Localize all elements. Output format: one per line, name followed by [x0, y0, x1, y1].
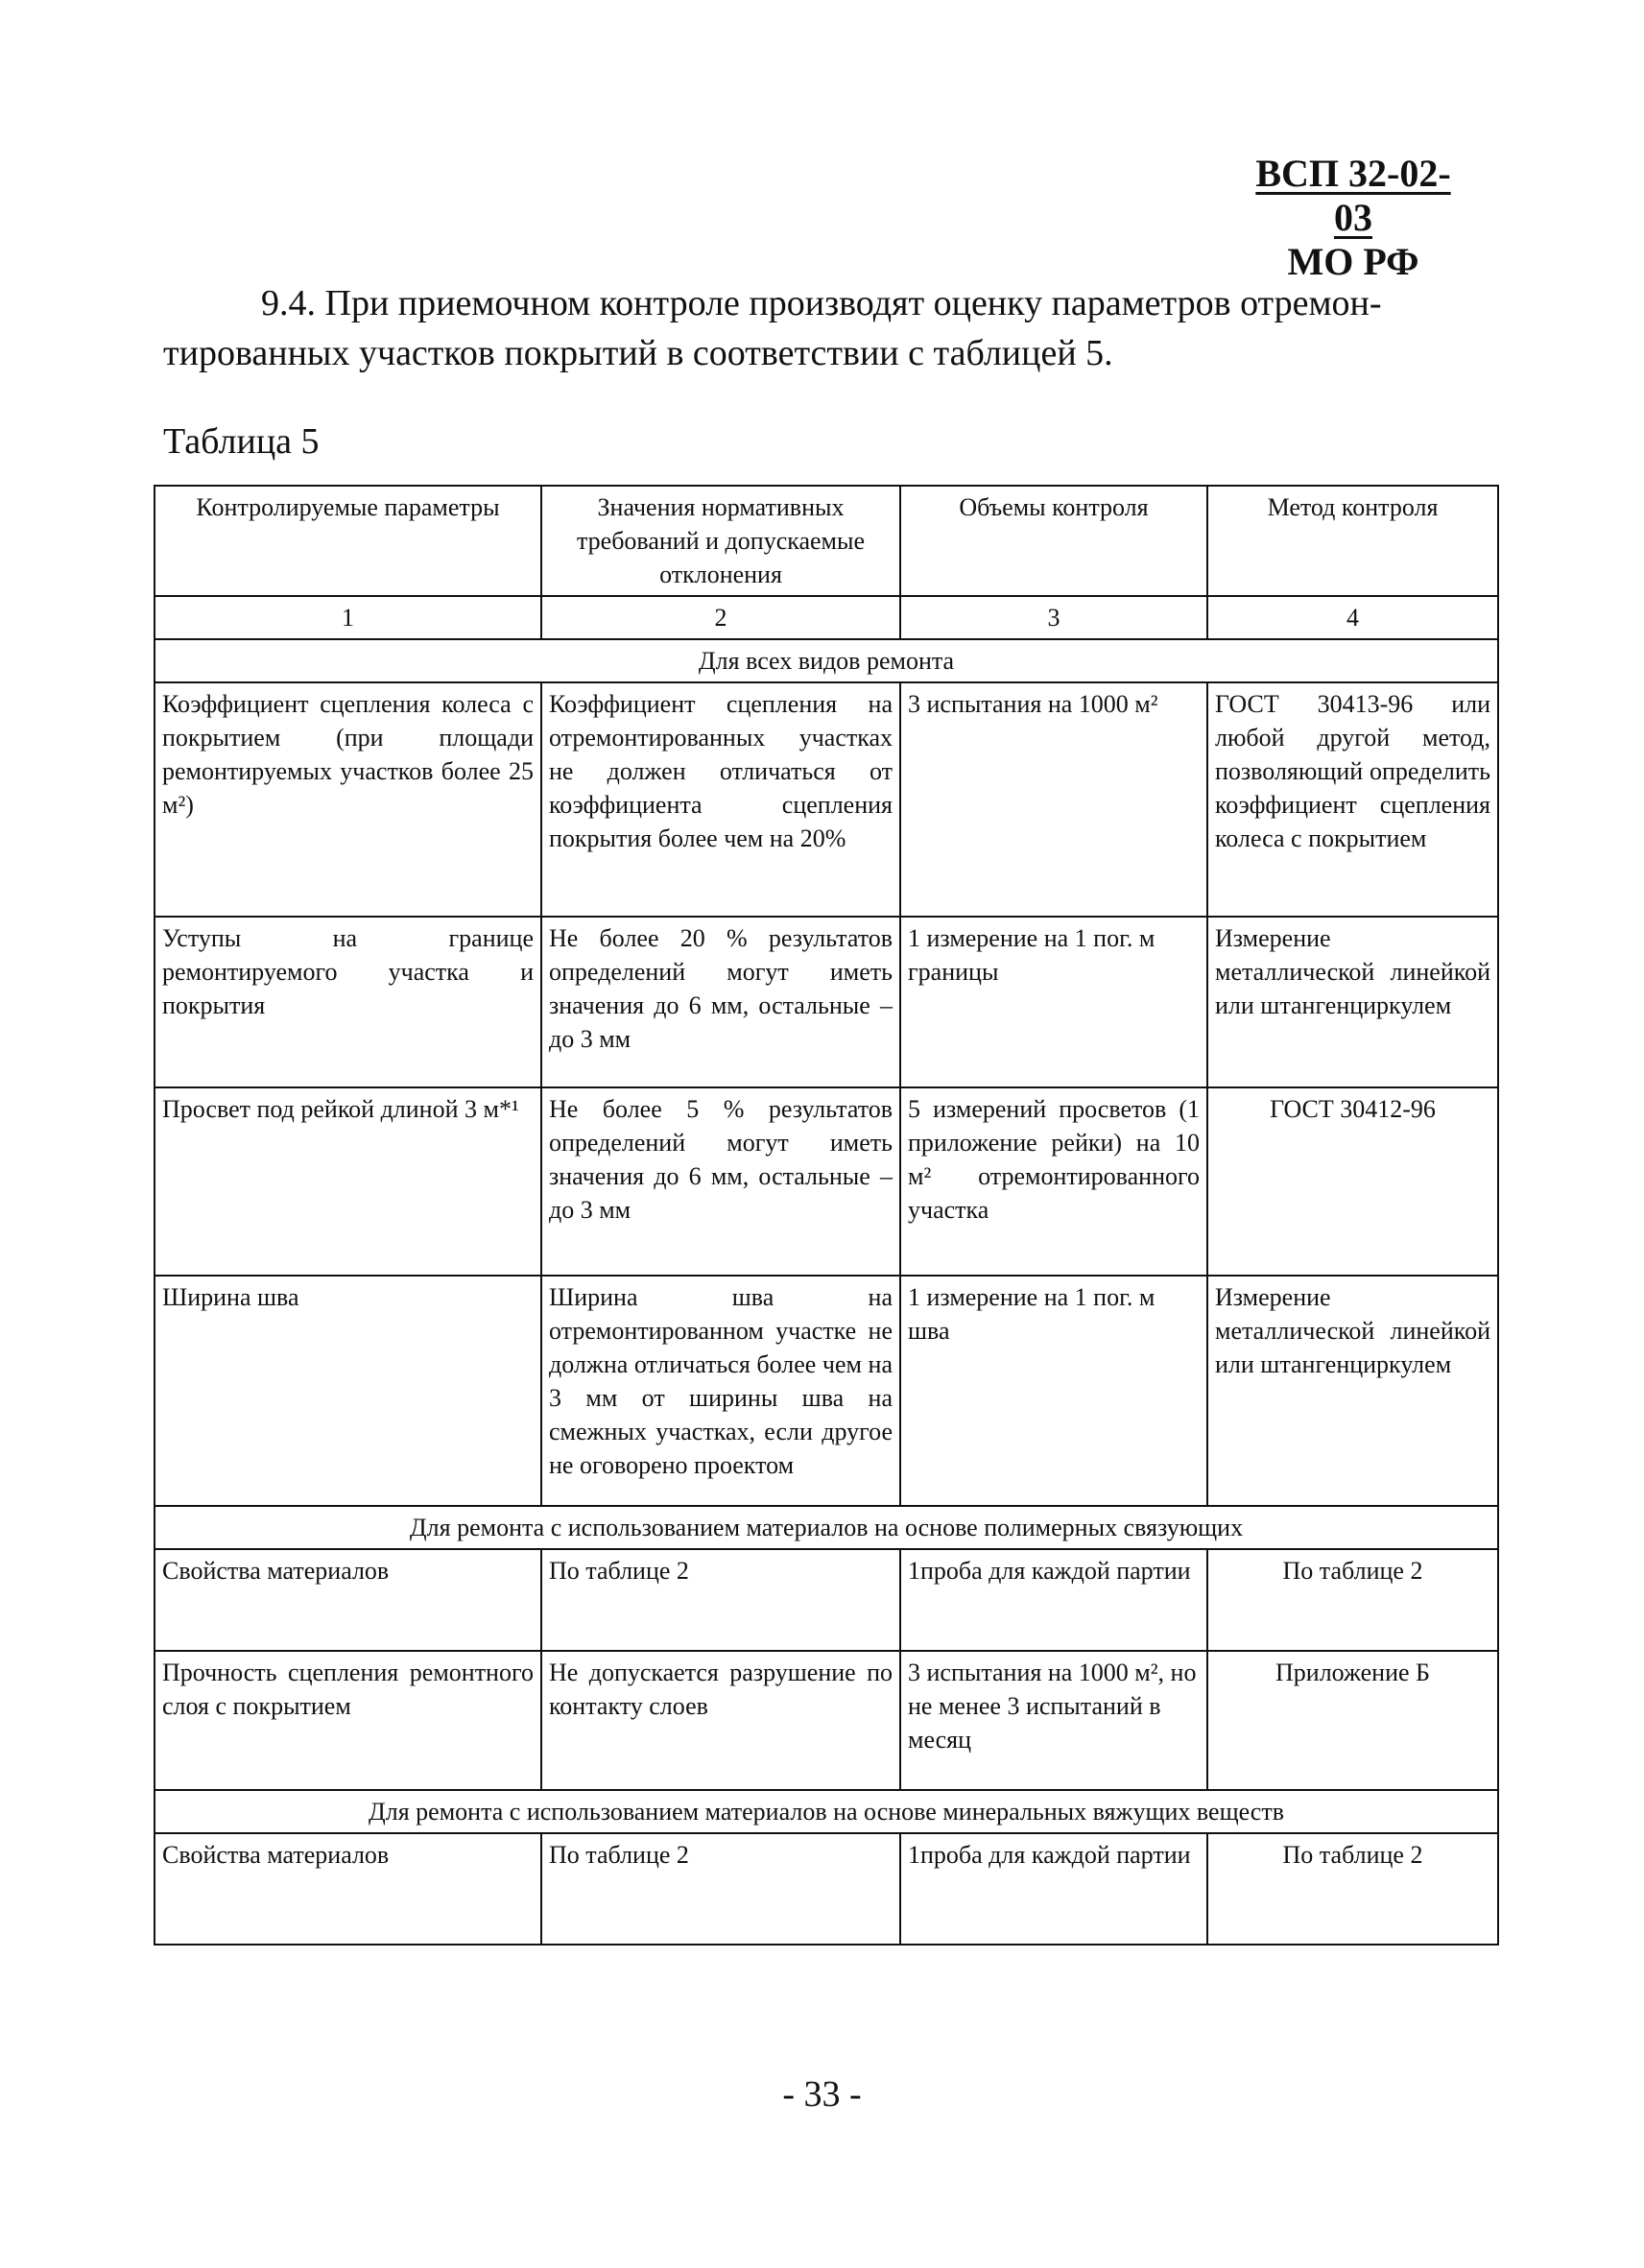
page-number: - 33 - [782, 2074, 862, 2114]
column-number: 3 [900, 596, 1207, 639]
header-cell: Контролируемые параметры [155, 486, 541, 596]
control-table [154, 485, 1499, 1946]
param-cell: Просвет под рейкой длиной 3 м*¹ [155, 1087, 541, 1276]
column-number-row [155, 596, 1498, 639]
column-number: 2 [541, 596, 900, 639]
header-cell: Значения нормативных требований и допускаемые отклонения [541, 486, 900, 596]
method-cell: По таблице 2 [1207, 1549, 1498, 1651]
volume-cell: 1проба для каждой партии [900, 1833, 1207, 1945]
volume-cell: 1 измерение на 1 пог. м границы [900, 917, 1207, 1087]
document-code-line1: ВСП 32-02-03 [1255, 152, 1451, 239]
norm-cell: Коэффициент сцепления на отремонтированных участках не должен отличаться от коэффициента сцепления покрытия более чем на 20% [541, 682, 900, 917]
param-cell: Прочность сцепления ремонтного слоя с покрытием [155, 1651, 541, 1790]
method-cell: Приложение Б [1207, 1651, 1498, 1790]
method-cell: ГОСТ 30413-96 или любой другой метод, позволяющий определить коэффициент сцепления колеса с покрытием [1207, 682, 1498, 917]
method-cell: Измерение металлической линейкой или штангенциркулем [1207, 917, 1498, 1087]
document-code-line2: МО РФ [1287, 240, 1419, 283]
intro-line-2: тированных участков покрытий в соответствии с таблицей 5. [163, 333, 1113, 373]
table-row [155, 1087, 1498, 1276]
section-title: Для ремонта с использованием материалов на основе минеральных вяжущих веществ [155, 1790, 1498, 1833]
method-cell: По таблице 2 [1207, 1833, 1498, 1945]
table-row [155, 1549, 1498, 1651]
column-number: 1 [155, 596, 541, 639]
norm-cell: Не допускается разрушение по контакту слоев [541, 1651, 900, 1790]
header-cell: Метод контроля [1207, 486, 1498, 596]
header-cell: Объемы контроля [900, 486, 1207, 596]
method-cell: Измерение металлической линейкой или штангенциркулем [1207, 1276, 1498, 1506]
section-header-row [155, 1790, 1498, 1833]
section-title: Для всех видов ремонта [155, 639, 1498, 682]
volume-cell: 3 испытания на 1000 м², но не менее 3 испытаний в месяц [900, 1651, 1207, 1790]
intro-line-1: 9.4. При приемочном контроле производят оценку параметров отремон- [261, 283, 1382, 323]
section-header-row [155, 1506, 1498, 1549]
param-cell: Коэффициент сцепления колеса с покрытием (при площади ремонтируемых участков более 25 м²) [155, 682, 541, 917]
document-code [1238, 152, 1468, 284]
volume-cell: 1проба для каждой партии [900, 1549, 1207, 1651]
header-row [155, 486, 1498, 596]
table-row [155, 1833, 1498, 1945]
method-cell: ГОСТ 30412-96 [1207, 1087, 1498, 1276]
table-row [155, 1276, 1498, 1506]
volume-cell: 5 измерений просветов (1 приложение рейки) на 10 м² отремонтированного участка [900, 1087, 1207, 1276]
volume-cell: 1 измерение на 1 пог. м шва [900, 1276, 1207, 1506]
param-cell: Ширина шва [155, 1276, 541, 1506]
norm-cell: Не более 5 % результатов определений могут иметь значения до 6 мм, остальные – до 3 мм [541, 1087, 900, 1276]
volume-cell: 3 испытания на 1000 м² [900, 682, 1207, 917]
norm-cell: По таблице 2 [541, 1833, 900, 1945]
section-header-row [155, 639, 1498, 682]
table-row [155, 917, 1498, 1087]
table-row [155, 1651, 1498, 1790]
param-cell: Свойства материалов [155, 1833, 541, 1945]
intro-paragraph [163, 278, 1478, 378]
norm-cell: Ширина шва на отремонтированном участке не должна отличаться более чем на 3 мм от ширины шва на смежных участках, если другое не оговорено проектом [541, 1276, 900, 1506]
section-title: Для ремонта с использованием материалов на основе полимерных связующих [155, 1506, 1498, 1549]
norm-cell: По таблице 2 [541, 1549, 900, 1651]
param-cell: Свойства материалов [155, 1549, 541, 1651]
norm-cell: Не более 20 % результатов определений могут иметь значения до 6 мм, остальные – до 3 мм [541, 917, 900, 1087]
param-cell: Уступы на границе ремонтируемого участка и покрытия [155, 917, 541, 1087]
table-row [155, 682, 1498, 917]
column-number: 4 [1207, 596, 1498, 639]
table-caption: Таблица 5 [163, 421, 320, 462]
